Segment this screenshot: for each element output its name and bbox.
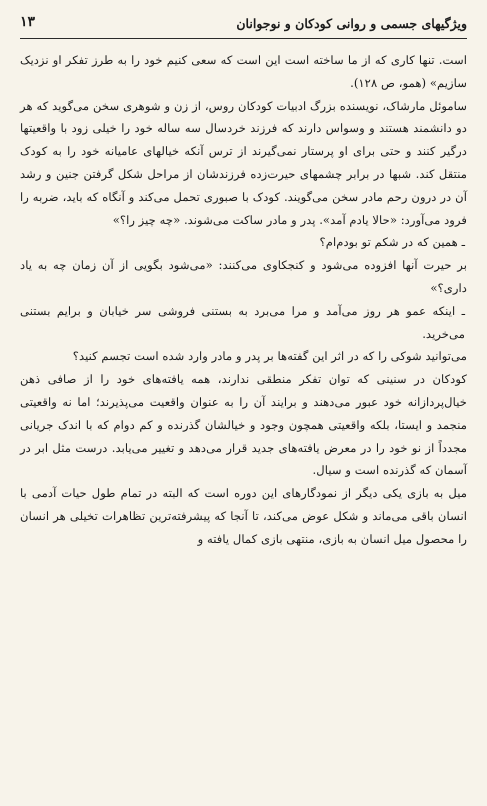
paragraph-shock: می‌توانید شوکی را که در اثر این گفته‌ها بر پدر و مادر وارد شده است تجسم کنید؟ xyxy=(72,349,467,364)
paragraph-play: میل به بازی یکی دیگر از نمودگارهای این دوره است که البته در تمام طول حیات آدمی با انسان باقی می‌ماند و شکل عوض می‌کند، تا آنجا که پیشرفته‌ترین تظاهرات تخیلی هر انسان را محصول میل انسان به بازی، منتهی بازی کمال یافته و xyxy=(20,486,467,546)
page-header xyxy=(20,12,467,39)
dialogue-line: ـ همین که در شکم تو بودم‌ام؟ xyxy=(319,235,465,250)
paragraph-marshak: ساموئل مارشاک، نویسنده بزرگ ادبیات کودکان روس، از زن و شوهری سخن می‌گوید که هر دو دانشمند هستند و وسواس دارند که فرزند خردسال سه ساله خود را خیلی زود با واقعیتها درگیر کنند و حتی برای او پرستار نمی‌گیرند از ترس آنکه خیالهای عامیانه خود را به کودک منتقل کند. شبها در برابر چشمهای حیرت‌زده فرزندشان از مراحل شکل گرفتن جنین و رشد آن در درون رحم مادر سخن می‌گویند. کودک با صبوری تحمل می‌کند و آنگاه که باید، ضربه را فرود می‌آورد: «حالا یادم آمد». پدر و مادر ساکت می‌شوند. «چه چیز را؟» xyxy=(20,98,467,227)
dialogue-line: ـ اینکه عمو هر روز می‌آمد و مرا می‌برد به بستنی فروشی سر خیابان و برایم بستنی می‌خرید. xyxy=(20,303,465,341)
paragraph-curiosity: بر حیرت آنها افزوده می‌شود و کنجکاوی می‌کنند: «می‌شود بگویی از آن زمان چه به یاد داری؟» xyxy=(20,258,467,295)
running-title: ویژگیهای جسمی و روانی کودکان و نوجوانان xyxy=(236,16,467,31)
paragraph-children-reality: کودکان در سنینی که توان تفکر منطقی ندارند، همه یافته‌های خود را از صافی ذهن خیال‌پردازانه خود عبور می‌دهند و برایند آن را به عنوان واقعیت می‌پذیرند؛ اما نه واقعیتی منجمد و ایستا، بلکه واقعیتی همچون وجود و خیالشان گذرنده و کم دوام که با اندک جریانی مجدداً از نو خود را در معرض یافته‌های جدید قرار می‌دهد و تغییر می‌یابد. درست مثل ابر در آسمان که گذرنده است و سیال. xyxy=(20,372,467,478)
paragraph-continuation: است. تنها کاری که از ما ساخته است این است که سعی کنیم خود را به طرز تفکر او نزدیک سازیم» (همو، ص ۱۲۸). xyxy=(20,53,467,90)
page-number: ۱۳ xyxy=(20,14,36,30)
book-page xyxy=(20,12,467,792)
body-text xyxy=(20,49,467,551)
